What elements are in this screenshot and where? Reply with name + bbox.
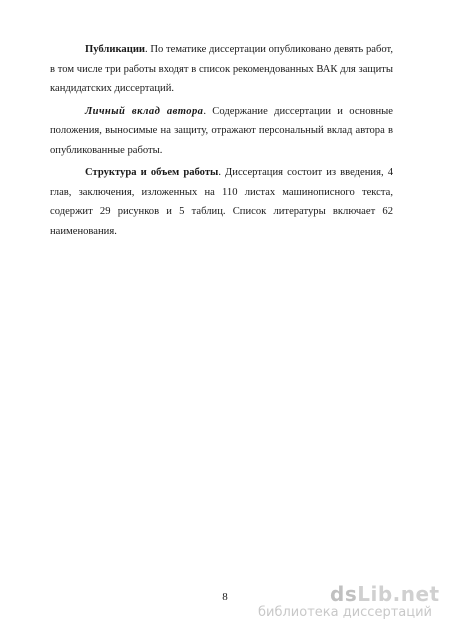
paragraph-publications [50,40,393,99]
watermark-logo-lib: Lib.net [357,582,440,606]
heading-personal-contribution: Личный вклад автора [85,105,204,117]
heading-publications: Публикации [85,44,146,55]
paragraph-personal-contribution [50,102,393,161]
paragraph-personal-contribution-text: . Содержание диссертации и основные положения, выносимые на защиту, отражают персональный вклад автора в опубликованные работы. [50,105,393,156]
paragraph-publications-text: . По тематике диссертации опубликовано девять работ, в том числе три работы входят в список рекомендованных ВАК для защиты кандидатских диссертаций. [50,44,393,94]
heading-structure: Структура и объем работы [85,167,219,178]
page-number: 8 [222,591,228,603]
watermark-subtitle: библиотека диссертаций [258,605,432,620]
watermark-logo-ds: ds [330,582,358,606]
document-body [50,40,393,244]
paragraph-structure [50,163,393,241]
watermark-logo [250,583,440,605]
watermark [250,583,440,621]
paragraph-structure-text: . Диссертация состоит из введения, 4 глав, заключения, изложенных на 110 листах машинописного текста, содержит 29 рисунков и 5 таблиц. Список литературы включает 62 наименования. [50,167,393,237]
